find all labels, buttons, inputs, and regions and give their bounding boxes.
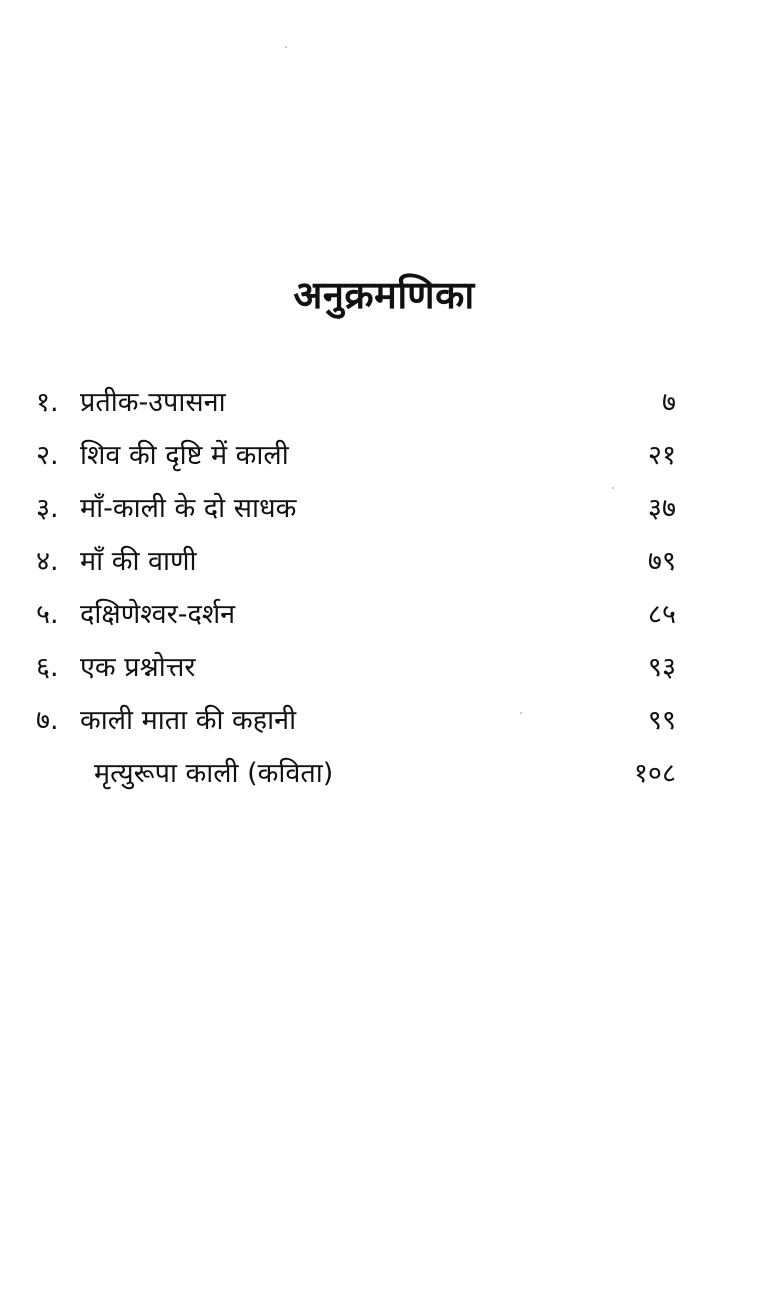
toc-entry [36, 484, 684, 537]
table-of-contents [36, 378, 684, 802]
toc-entry [36, 749, 684, 802]
entry-title: दक्षिणेश्वर-दर्शन [80, 599, 236, 630]
entry-number: ७. [36, 705, 59, 736]
paper-speck [285, 46, 287, 48]
toc-entry [36, 643, 684, 696]
entry-title: शिव की दृष्टि में काली [80, 440, 289, 471]
entry-title: माँ की वाणी [80, 546, 197, 577]
entry-number: ५. [36, 599, 59, 630]
entry-title: काली माता की कहानी [80, 705, 297, 736]
entry-number: ४. [36, 546, 59, 577]
toc-entry [36, 590, 684, 643]
entry-page-number: ९९ [647, 705, 676, 736]
contents-title: अनुक्रमणिका [293, 273, 475, 317]
entry-page-number: ९३ [647, 652, 676, 683]
toc-entry [36, 378, 684, 431]
entry-number: ६. [36, 652, 59, 683]
entry-page-number: ७ [661, 387, 676, 418]
entry-page-number: २१ [647, 440, 676, 471]
entry-page-number: ७९ [647, 546, 676, 577]
entry-title: प्रतीक-उपासना [80, 387, 226, 418]
toc-entry [36, 537, 684, 590]
toc-entry [36, 696, 684, 749]
entry-page-number: ३७ [647, 493, 676, 524]
entry-title: एक प्रश्नोत्तर [80, 652, 196, 683]
entry-page-number: ८५ [647, 599, 676, 630]
entry-number: २. [36, 440, 59, 471]
entry-page-number: १०८ [633, 758, 676, 789]
entry-title: मृत्युरूपा काली (कविता) [94, 758, 334, 789]
toc-entry [36, 431, 684, 484]
entry-number: ३. [36, 493, 59, 524]
entry-number: १. [36, 387, 59, 418]
entry-title: माँ-काली के दो साधक [80, 493, 297, 524]
